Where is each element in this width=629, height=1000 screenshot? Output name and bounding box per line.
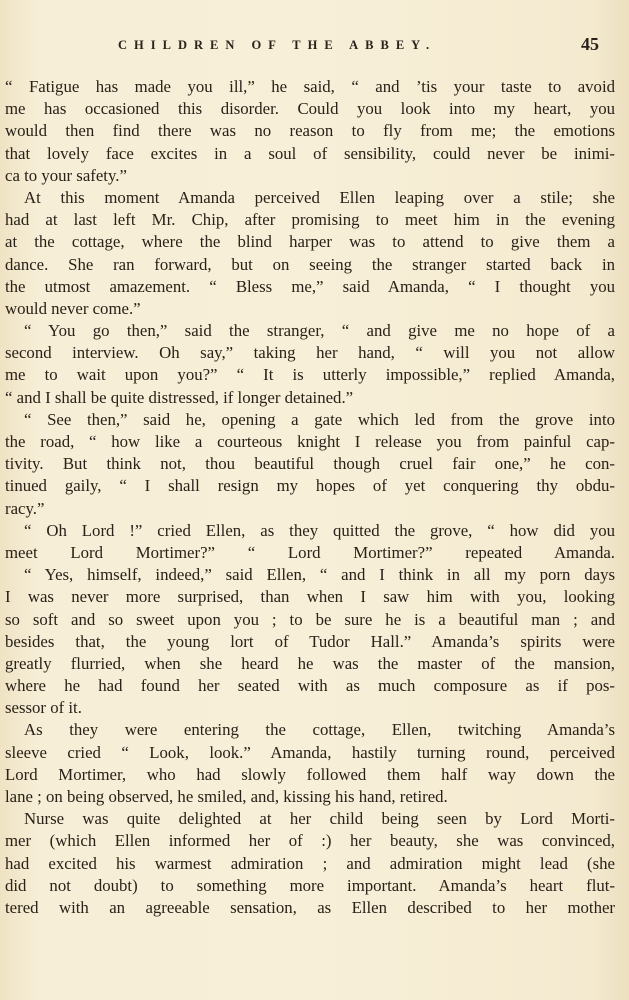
text-line: dance. She ran forward, but on seeing the stranger started back in (5, 254, 615, 274)
text-line: where he had found her seated with as much composure as if pos- (5, 676, 615, 696)
text-line: meet Lord Mortimer?” “ Lord Mortimer?” repeated Amanda. (5, 542, 615, 562)
page-number: 45 (581, 34, 599, 54)
text-line: “ Yes, himself, indeed,” said Ellen, “ and I think in all my porn days (24, 565, 615, 585)
text-line: that lovely face excites in a soul of sensibility, could never be inimi- (5, 143, 615, 163)
text-line: second interview. Oh say,” taking her hand, “ will you not allow (5, 343, 615, 363)
text-line: “ Oh Lord !” cried Ellen, as they quitted the grove, “ how did you (24, 520, 615, 540)
text-line: tinued gaily, “ I shall resign my hopes of yet conquering thy obdu- (5, 476, 615, 496)
text-line: As they were entering the cottage, Ellen, twitching Amanda’s (24, 720, 615, 740)
text-line: “ You go then,” said the stranger, “ and give me no hope of a (24, 321, 615, 341)
text-line: Nurse was quite delighted at her child being seen by Lord Morti- (24, 809, 615, 829)
text-line: me to wait upon you?” “ It is utterly impossible,” replied Amanda, (5, 365, 615, 385)
text-line: mer (which Ellen informed her of :) her beauty, she was convinced, (5, 831, 615, 851)
text-line: sessor of it. (5, 698, 82, 718)
text-line: the utmost amazement. “ Bless me,” said Amanda, “ I thought you (5, 276, 615, 296)
page-header (0, 36, 629, 60)
text-line: I was never more surprised, than when I saw him with you, looking (5, 587, 615, 607)
text-line: tivity. But think not, thou beautiful though cruel fair one,” he con- (5, 454, 615, 474)
text-line: would never come.” (5, 298, 141, 318)
text-line: Lord Mortimer, who had slowly followed them half way down the (5, 764, 615, 784)
text-line: At this moment Amanda perceived Ellen leaping over a stile; she (24, 187, 615, 207)
text-line: “ and I shall be quite distressed, if longer detained.” (5, 387, 354, 407)
text-line: had at last left Mr. Chip, after promising to meet him in the evening (5, 210, 615, 230)
text-line: sleeve cried “ Look, look.” Amanda, hastily turning round, perceived (5, 742, 615, 762)
body-text (5, 76, 615, 919)
text-line: lane ; on being observed, he smiled, and, kissing his hand, retired. (5, 787, 448, 806)
text-line: greatly flurried, when she heard he was the master of the mansion, (5, 653, 615, 673)
running-head: CHILDREN OF THE ABBEY. (118, 38, 437, 52)
text-line: racy.” (5, 498, 45, 518)
text-line: besides that, the young lort of Tudor Hall.” Amanda’s spirits were (5, 631, 615, 651)
text-line: did not doubt) to something more important. Amanda’s heart flut- (5, 875, 615, 895)
text-line: had excited his warmest admiration ; and admiration might lead (she (5, 853, 615, 873)
text-line: “ See then,” said he, opening a gate which led from the grove into (24, 409, 615, 429)
text-line: tered with an agreeable sensation, as Ellen described to her mother (5, 897, 615, 917)
text-line: me has occasioned this disorder. Could you look into my heart, you (5, 99, 615, 119)
text-line: “ Fatigue has made you ill,” he said, “ and ’tis your taste to avoid (5, 77, 615, 96)
text-line: would then find there was no reason to fly from me; the emotions (5, 121, 615, 141)
text-line: so soft and so sweet upon you ; to be sure he is a beautiful man ; and (5, 609, 615, 629)
text-line: at the cottage, where the blind harper was to attend to give them a (5, 232, 615, 252)
text-line: the road, “ how like a courteous knight I release you from painful cap- (5, 432, 615, 451)
text-line: ca to your safety.” (5, 165, 127, 185)
